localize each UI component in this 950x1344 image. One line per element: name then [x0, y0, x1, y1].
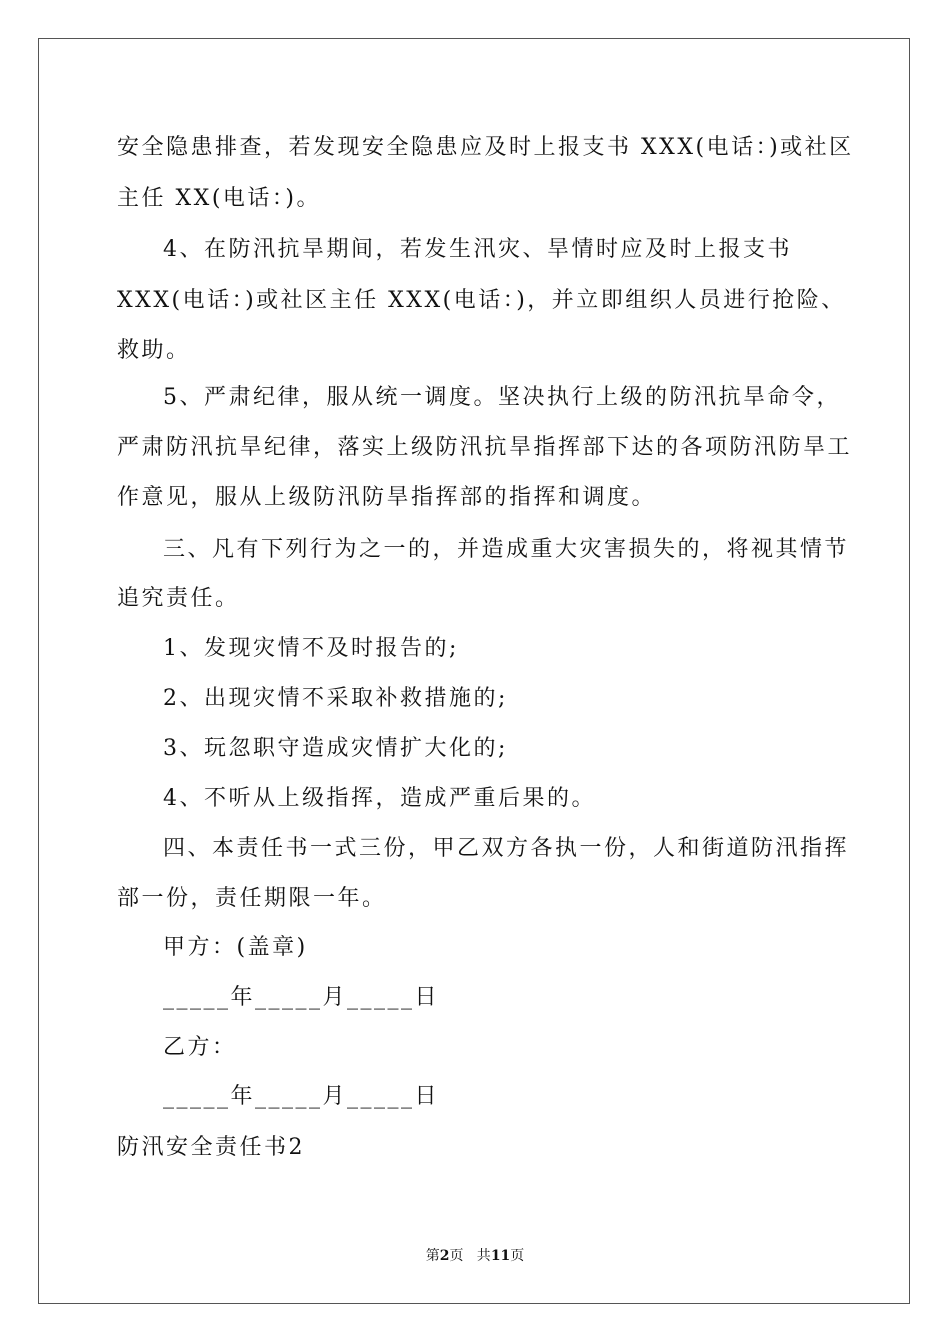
paragraph-line: 4、在防汛抗旱期间，若发生汛灾、旱情时应及时上报支书 — [163, 237, 792, 262]
footer-total-pages: 11 — [490, 1248, 511, 1264]
party-a-date: _____年_____月_____日 — [163, 985, 440, 1010]
paragraph-line: 四、本责任书一式三份，甲乙双方各执一份，人和街道防汛指挥 — [163, 836, 850, 861]
paragraph-line: 追究责任。 — [117, 586, 240, 611]
list-item: 1、发现灾情不及时报告的; — [163, 636, 459, 661]
list-item: 2、出现灾情不采取补救措施的; — [163, 686, 508, 711]
paragraph-line: 三、凡有下列行为之一的，并造成重大灾害损失的，将视其情节 — [163, 537, 850, 562]
paragraph-line: XXX(电话：)或社区主任 XXX(电话：)，并立即组织人员进行抢险、 — [117, 288, 846, 313]
paragraph-line: 作意见，服从上级防汛防旱指挥部的指挥和调度。 — [117, 485, 657, 510]
party-a-label: 甲方：(盖章) — [163, 935, 308, 960]
party-b-label: 乙方： — [163, 1035, 237, 1060]
party-b-date: _____年_____月_____日 — [163, 1084, 440, 1109]
footer-page-number: 2 — [439, 1248, 450, 1264]
paragraph-line: 部一份，责任期限一年。 — [117, 886, 387, 911]
section-title: 防汛安全责任书2 — [117, 1135, 305, 1160]
paragraph-line: 安全隐患排查，若发现安全隐患应及时上报支书 XXX(电话：)或社区 — [117, 135, 854, 160]
list-item: 4、不听从上级指挥，造成严重后果的。 — [163, 786, 596, 811]
list-item: 3、玩忽职守造成灾情扩大化的; — [163, 736, 508, 761]
page-footer — [0, 1247, 950, 1265]
paragraph-line: 救助。 — [117, 338, 191, 363]
paragraph-line: 严肃防汛抗旱纪律，落实上级防汛抗旱指挥部下达的各项防汛防旱工 — [117, 435, 853, 460]
paragraph-line: 主任 XX(电话：)。 — [117, 186, 321, 211]
footer-prefix: 第 — [425, 1248, 440, 1264]
paragraph-line: 5、严肃纪律，服从统一调度。坚决执行上级的防汛抗旱命令， — [163, 385, 841, 410]
footer-total-suffix: 页 — [510, 1248, 525, 1264]
footer-page-suffix: 页 共 — [449, 1248, 491, 1264]
page-frame — [38, 38, 910, 1304]
